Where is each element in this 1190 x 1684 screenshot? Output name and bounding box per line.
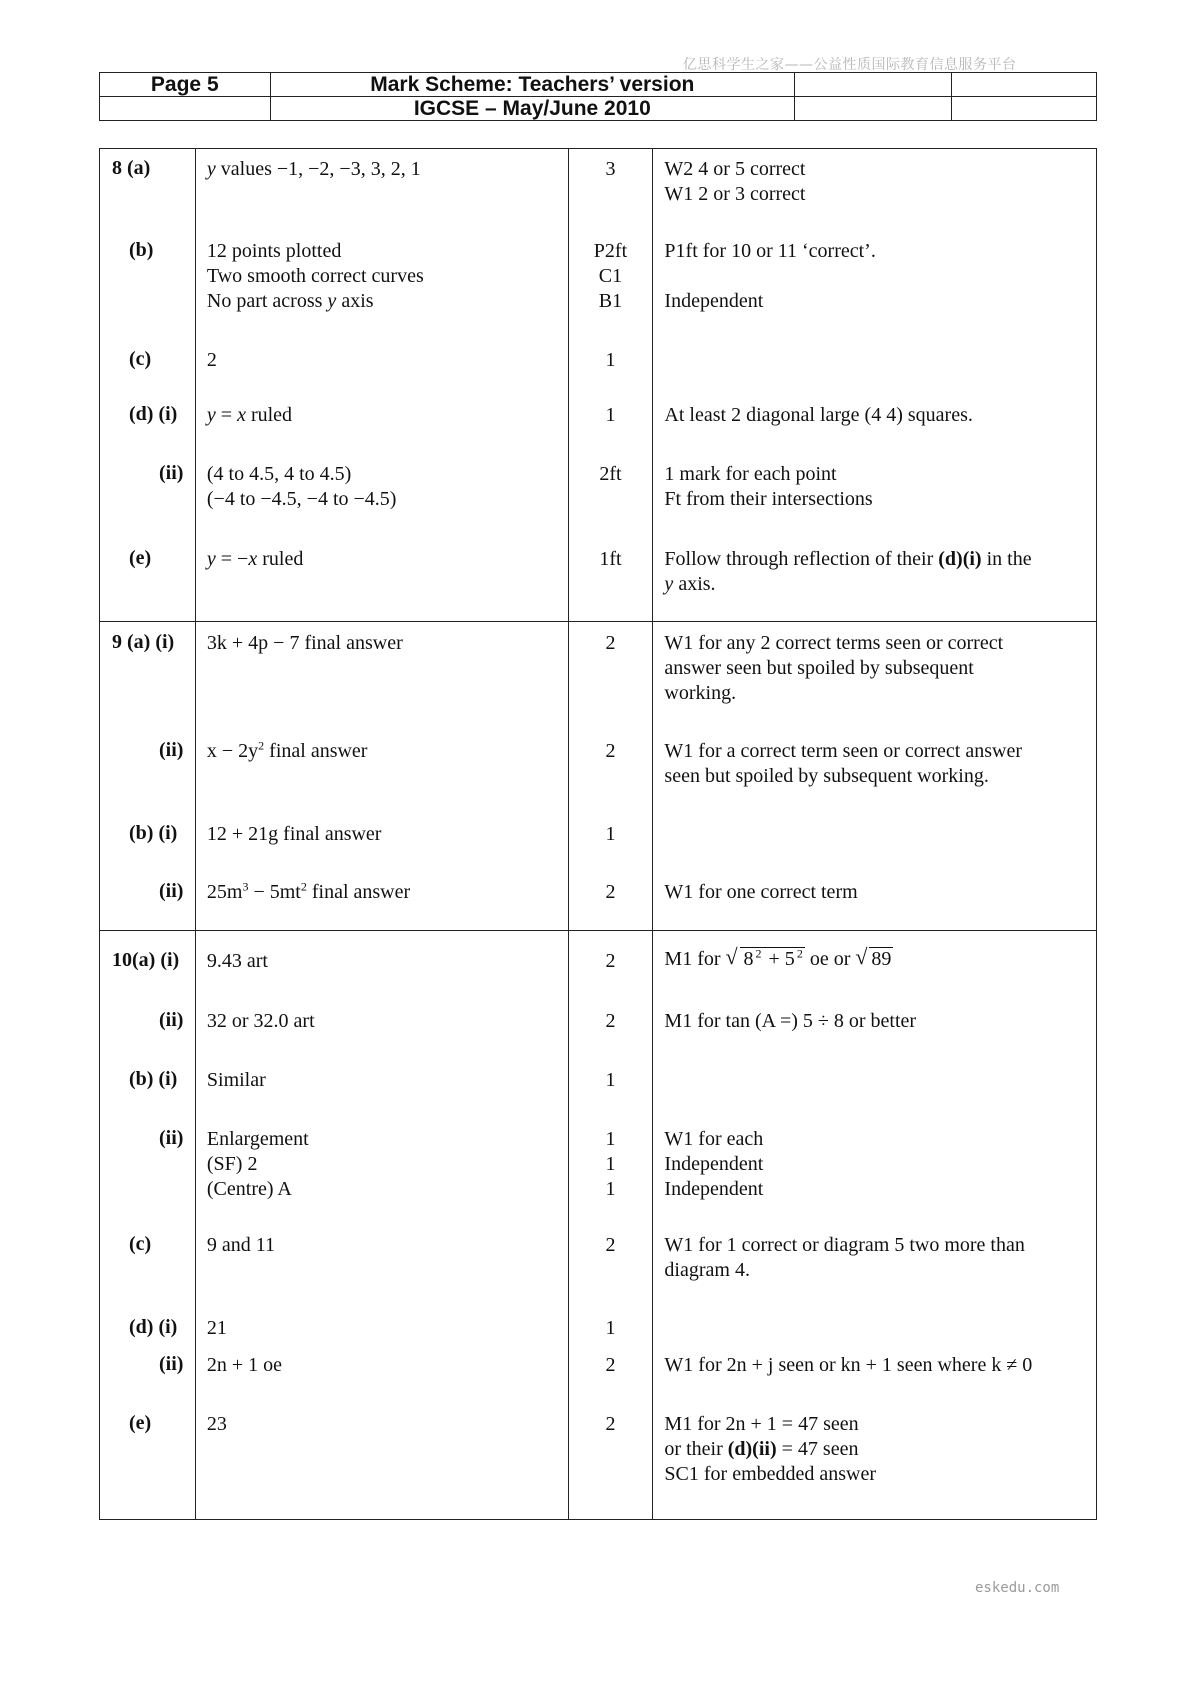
- q10di-mark: 1: [605, 1317, 616, 1339]
- q10c-label: (c): [129, 1233, 152, 1255]
- q8dii-mark: 2ft: [599, 463, 622, 485]
- q9bii-mark: 2: [605, 881, 616, 903]
- q10dii-label: (ii): [159, 1353, 184, 1375]
- q8di-guidance: At least 2 diagonal large (4 4) squares.: [664, 404, 973, 426]
- q8b-guidance: P1ft for 10 or 11 ‘correct’. Independent: [664, 240, 876, 312]
- q10dii-mark: 2: [605, 1354, 616, 1376]
- mark-scheme-table: [99, 148, 1097, 1520]
- q8di-mark: 1: [605, 404, 616, 426]
- q8e-answer: y = −x ruled: [206, 548, 304, 570]
- q10aii-label: (ii): [159, 1009, 184, 1031]
- q8e-guidance: Follow through reflection of their (d)(i) in the y axis.: [664, 548, 1032, 595]
- q9bi-mark: 1: [605, 823, 616, 845]
- q10c-answer: 9 and 11: [206, 1234, 276, 1256]
- q9ai-guidance: W1 for any 2 correct terms seen or correct answer seen but spoiled by subsequent working.: [664, 632, 1004, 704]
- q10bi-answer: Similar: [206, 1069, 266, 1091]
- page-header-table: [99, 72, 1097, 121]
- header-blank-4: [795, 97, 952, 121]
- square-root-icon: √ 89: [855, 947, 893, 972]
- q9aii-mark: 2: [605, 740, 616, 762]
- q8a-label: 8 (a): [112, 157, 151, 179]
- q10aii-answer: 32 or 32.0 art: [206, 1010, 315, 1032]
- q8c-answer: 2: [206, 349, 217, 371]
- square-root-icon: √ 8 $^2$ + 5 $^2$: [726, 947, 805, 972]
- question-10-block: [100, 931, 1097, 1520]
- q8-answers: [195, 149, 568, 622]
- q10ai-label: 10(a) (i): [112, 949, 180, 971]
- q9-marks: [568, 622, 653, 931]
- q10aii-guidance: M1 for tan (A =) 5 ÷ 8 or better: [664, 1010, 917, 1032]
- header-blank-5: [952, 97, 1097, 121]
- q8e-mark: 1ft: [599, 548, 622, 570]
- q8-labels: [100, 149, 196, 622]
- q9aii-guidance: W1 for a correct term seen or correct answer seen but spoiled by subsequent working.: [664, 740, 1022, 787]
- q8c-mark: 1: [605, 349, 616, 371]
- q10ai-answer: 9.43 art: [206, 950, 268, 972]
- q9ai-label: 9 (a) (i): [112, 631, 175, 653]
- q8-guidance: [653, 149, 1097, 622]
- q9ai-mark: 2: [605, 632, 616, 654]
- q10e-answer: 23: [206, 1413, 227, 1435]
- q10e-label: (e): [129, 1412, 152, 1434]
- q9aii-answer: $x - 2y^2$ final answer: [206, 738, 368, 762]
- q8b-label: (b): [129, 239, 154, 261]
- q9aii-label: (ii): [159, 739, 184, 761]
- q10dii-answer: 2n + 1 oe: [206, 1354, 283, 1376]
- q9bi-label: (b) (i): [129, 822, 178, 844]
- footer-watermark: eskedu.com: [975, 1580, 1060, 1596]
- q10-labels: [100, 931, 196, 1520]
- q8c-label: (c): [129, 348, 152, 370]
- q8di-label: (d) (i): [129, 403, 178, 425]
- q10bii-marks: 1 1 1: [605, 1128, 616, 1200]
- q10c-mark: 2: [605, 1234, 616, 1256]
- watermark: 亿思科学生之家——公益性质国际教育信息服务平台: [683, 57, 1017, 73]
- q10aii-mark: 2: [605, 1010, 616, 1032]
- q8b-answer: 12 points plotted Two smooth correct curves No part across y axis: [206, 240, 424, 312]
- header-blank-3: [100, 97, 271, 121]
- q8dii-label: (ii): [159, 462, 184, 484]
- q10di-answer: 21: [206, 1317, 227, 1339]
- q8di-answer: y = x ruled: [206, 404, 293, 426]
- q10ai-guidance: M1 for √ 8 $^2$ + 5 $^2$ oe or √ 89: [653, 947, 893, 972]
- question-8-block: [100, 149, 1097, 622]
- q10c-guidance: W1 for 1 correct or diagram 5 two more than diagram 4.: [664, 1234, 1025, 1281]
- q9-answers: [195, 622, 568, 931]
- q8a-mark: 3: [605, 158, 616, 180]
- document-title: Mark Scheme: Teachers’ version: [270, 73, 794, 97]
- q10bii-guidance: W1 for each Independent Independent: [664, 1128, 764, 1200]
- q10-guidance: [653, 931, 1097, 1520]
- page-number: Page 5: [100, 73, 271, 97]
- q9-labels: [100, 622, 196, 931]
- question-9-block: [100, 622, 1097, 931]
- document-subtitle: IGCSE – May/June 2010: [270, 97, 794, 121]
- q10dii-guidance: W1 for 2n + j seen or kn + 1 seen where k ≠ 0: [664, 1354, 1033, 1376]
- q9ai-answer: 3k + 4p − 7 final answer: [206, 632, 403, 654]
- q10bii-label: (ii): [159, 1127, 184, 1149]
- q8dii-guidance: 1 mark for each point Ft from their intersections: [664, 463, 873, 510]
- q9-guidance: [653, 622, 1097, 931]
- q10e-guidance: M1 for 2n + 1 = 47 seen or their (d)(ii) = 47 seen SC1 for embedded answer: [664, 1413, 877, 1485]
- q9bi-answer: 12 + 21g final answer: [206, 823, 382, 845]
- q9bii-answer: $25m^3 - 5mt^2$ final answer: [206, 879, 411, 903]
- q10bi-label: (b) (i): [129, 1068, 178, 1090]
- q8b-marks: P2ft C1 B1: [593, 240, 628, 312]
- q8a-answer: y values −1, −2, −3, 3, 2, 1: [206, 158, 421, 180]
- q10bi-mark: 1: [605, 1069, 616, 1091]
- q9bii-guidance: W1 for one correct term: [664, 881, 858, 903]
- q10-answers: [195, 931, 568, 1520]
- q10bii-answer: Enlargement (SF) 2 (Centre) A: [206, 1128, 309, 1200]
- q8e-label: (e): [129, 547, 152, 569]
- q10e-mark: 2: [605, 1413, 616, 1435]
- header-blank-2: [952, 73, 1097, 97]
- q10ai-mark: 2: [605, 950, 616, 972]
- q8a-guidance: W2 4 or 5 correct W1 2 or 3 correct: [664, 158, 806, 205]
- q10di-label: (d) (i): [129, 1316, 178, 1338]
- header-blank-1: [795, 73, 952, 97]
- q8-marks: [568, 149, 653, 622]
- q8dii-answer: (4 to 4.5, 4 to 4.5) (−4 to −4.5, −4 to −4.5): [206, 463, 397, 510]
- q10-marks: [568, 931, 653, 1520]
- q9bii-label: (ii): [159, 880, 184, 902]
